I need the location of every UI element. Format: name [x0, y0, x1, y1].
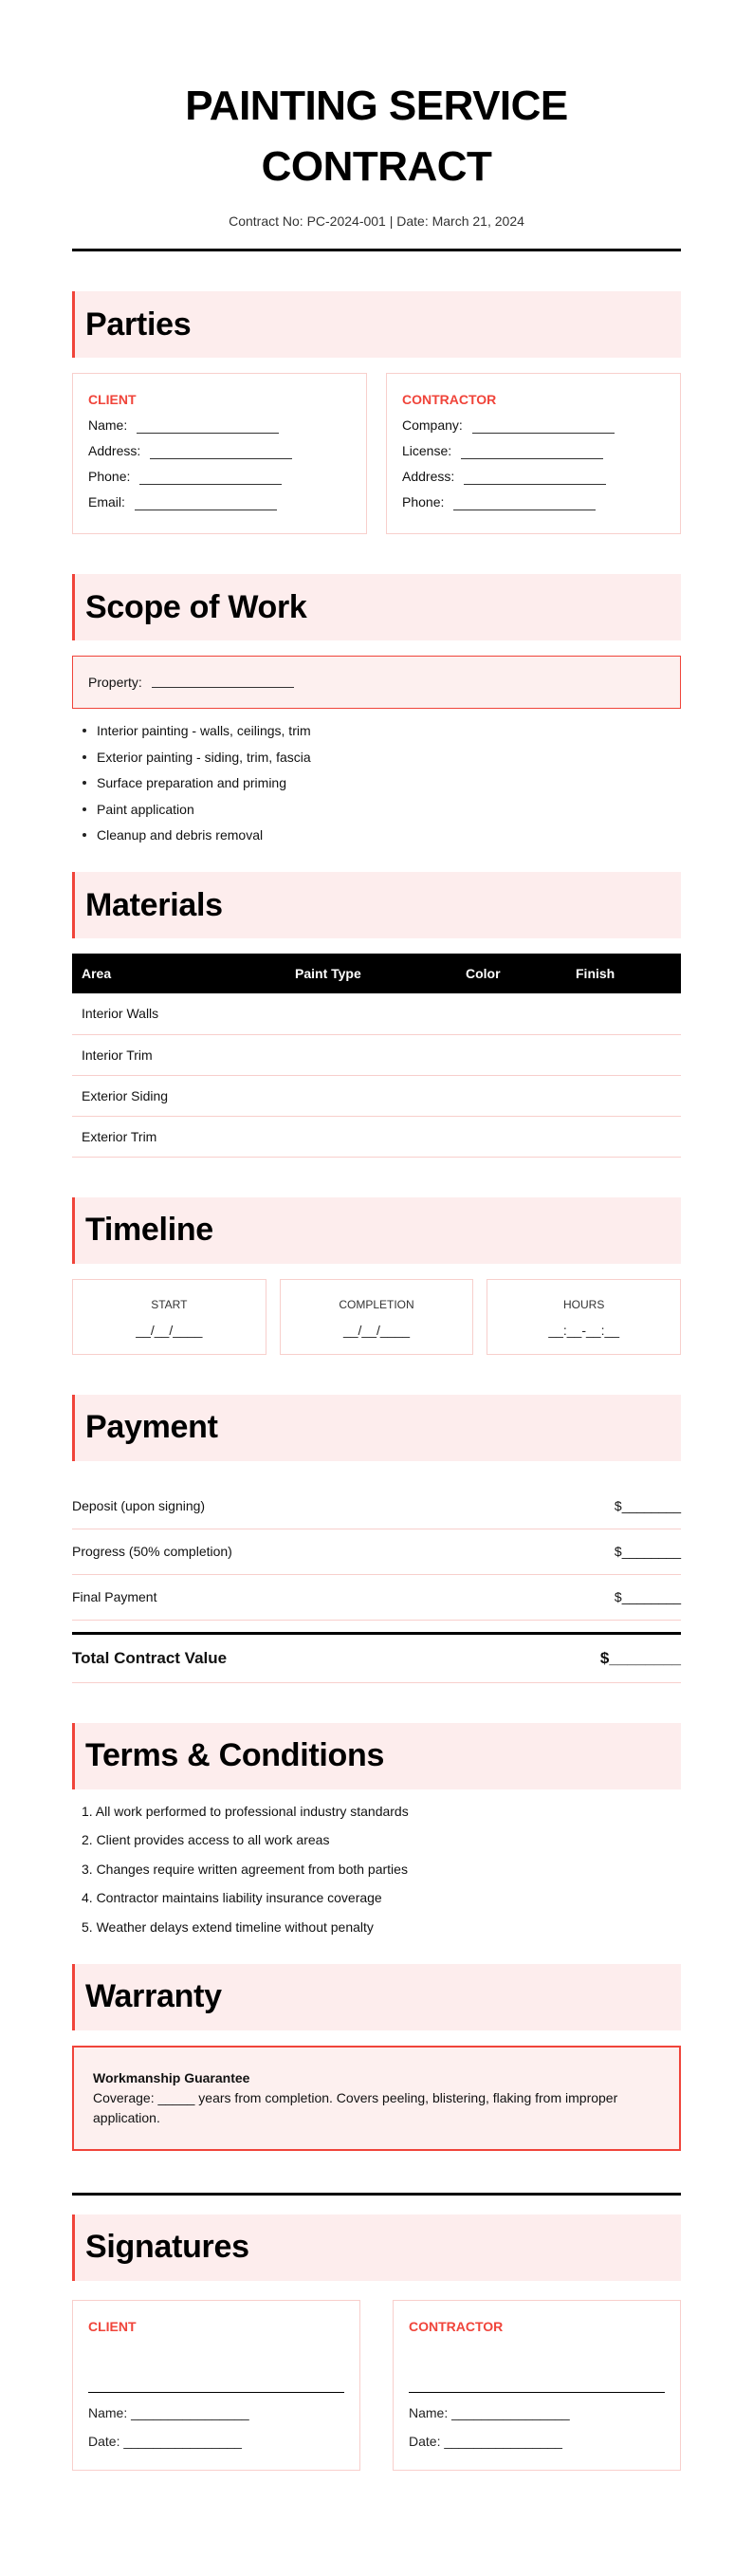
contract-meta: Contract No: PC-2024-001 | Date: March 21, 2024: [229, 213, 524, 229]
table-cell[interactable]: [456, 993, 566, 1034]
materials-table: [72, 954, 681, 1158]
section-title: Signatures: [85, 2229, 249, 2265]
signature-date-field[interactable]: Date: ________________: [409, 2433, 562, 2449]
contractor-label: CONTRACTOR: [402, 392, 497, 407]
table-row: [72, 1075, 681, 1116]
section-header: [72, 1723, 681, 1789]
table-row: [72, 1116, 681, 1157]
signature-name-field[interactable]: Name: ________________: [409, 2404, 570, 2420]
table-cell[interactable]: [456, 1034, 566, 1075]
signature-date-field[interactable]: Date: ________________: [88, 2433, 242, 2449]
contractor-license-field[interactable]: License:: [402, 443, 665, 459]
payment-row: [72, 1575, 681, 1621]
table-cell: Interior Walls: [72, 993, 285, 1034]
table-cell[interactable]: [566, 993, 681, 1034]
contractor-phone-field[interactable]: Phone:: [402, 494, 665, 510]
payment-label: Final Payment: [72, 1589, 157, 1604]
client-label: CLIENT: [88, 392, 137, 407]
table-cell[interactable]: [285, 1075, 456, 1116]
client-label: CLIENT: [88, 2318, 137, 2334]
section-header: [72, 2215, 681, 2281]
materials-section: [72, 872, 681, 1158]
signatures-section: [72, 2215, 681, 2471]
payment-label: Deposit (upon signing): [72, 1498, 206, 1513]
column-header: Area: [72, 954, 285, 993]
contractor-party-box: [386, 373, 681, 534]
client-email-field[interactable]: Email:: [88, 494, 351, 510]
property-field[interactable]: [72, 656, 681, 709]
title-line-2: CONTRACT: [261, 143, 492, 190]
start-date-box[interactable]: [72, 1279, 266, 1355]
payment-amount[interactable]: $________: [614, 1544, 681, 1559]
section-title: Payment: [85, 1409, 218, 1445]
table-cell[interactable]: [285, 993, 456, 1034]
timeline-value[interactable]: __:__-__:__: [548, 1322, 620, 1338]
timeline-label: COMPLETION: [339, 1297, 414, 1311]
payment-section: [72, 1395, 681, 1683]
table-cell[interactable]: [456, 1116, 566, 1157]
signature-name-field[interactable]: Name: ________________: [88, 2404, 249, 2420]
payment-schedule: [72, 1476, 681, 1683]
blank-line[interactable]: [150, 448, 292, 459]
table-header-row: [72, 954, 681, 993]
list-item: 2. Client provides access to all work areas: [82, 1832, 330, 1847]
section-header: [72, 1395, 681, 1461]
warranty-title: Workmanship Guarantee: [93, 2069, 250, 2085]
client-address-field[interactable]: Address:: [88, 443, 351, 459]
timeline-value[interactable]: __/__/____: [342, 1322, 411, 1338]
table-row: [72, 993, 681, 1034]
table-cell: Exterior Trim: [72, 1116, 285, 1157]
blank-line[interactable]: [453, 499, 596, 510]
timeline-value[interactable]: __/__/____: [136, 1322, 203, 1338]
terms-list: [72, 1803, 681, 1936]
list-item: Surface preparation and priming: [97, 774, 681, 791]
contractor-address-field[interactable]: Address:: [402, 469, 665, 485]
client-signature-box: [72, 2300, 360, 2471]
contractor-signature-box: [393, 2300, 681, 2471]
warranty-section: [72, 1964, 681, 2151]
client-party-box: [72, 373, 367, 534]
document-header: [72, 72, 681, 230]
payment-amount[interactable]: $________: [614, 1498, 681, 1513]
table-cell[interactable]: [566, 1116, 681, 1157]
payment-row: [72, 1476, 681, 1529]
contractor-company-field[interactable]: Company:: [402, 417, 665, 434]
timeline-label: START: [151, 1297, 188, 1311]
signature-line[interactable]: [409, 2392, 665, 2393]
property-label: Property:: [88, 675, 142, 690]
section-title: Warranty: [85, 1978, 222, 2014]
timeline-section: [72, 1197, 681, 1355]
payment-amount[interactable]: $________: [614, 1589, 681, 1604]
list-item: 5. Weather delays extend timeline without penalty: [82, 1918, 374, 1935]
section-title: Parties: [85, 306, 192, 343]
payment-label: Progress (50% completion): [72, 1544, 232, 1559]
completion-date-box[interactable]: [280, 1279, 474, 1355]
scope-section: [72, 574, 681, 843]
section-title: Scope of Work: [85, 588, 307, 625]
blank-line[interactable]: [461, 448, 603, 459]
column-header: Finish: [566, 954, 681, 993]
hours-box[interactable]: [487, 1279, 681, 1355]
table-cell[interactable]: [285, 1116, 456, 1157]
section-header: [72, 1197, 681, 1264]
terms-section: [72, 1723, 681, 1936]
contractor-label: CONTRACTOR: [409, 2318, 504, 2334]
table-cell: Exterior Siding: [72, 1075, 285, 1116]
document-title: [72, 72, 681, 197]
warranty-box: [72, 2046, 681, 2151]
section-title: Timeline: [85, 1212, 213, 1248]
list-item: Interior painting - walls, ceilings, trim: [97, 722, 681, 739]
timeline-label: HOURS: [563, 1297, 605, 1311]
table-cell: Interior Trim: [72, 1034, 285, 1075]
warranty-text: Coverage: _____ years from completion. Covers peeling, blistering, flaking from improper application.: [93, 2089, 618, 2125]
table-row: [72, 1034, 681, 1075]
payment-row: [72, 1529, 681, 1575]
list-item: Exterior painting - siding, trim, fascia: [97, 749, 681, 766]
section-title: Materials: [85, 886, 223, 923]
client-phone-field[interactable]: Phone:: [88, 469, 351, 485]
column-header: Color: [456, 954, 566, 993]
section-header: [72, 1964, 681, 2030]
table-cell[interactable]: [285, 1034, 456, 1075]
signature-divider: [72, 2193, 681, 2196]
list-item: 1. All work performed to professional industry standards: [82, 1803, 409, 1819]
total-amount[interactable]: $________: [599, 1648, 681, 1667]
blank-line[interactable]: [137, 422, 279, 434]
blank-line[interactable]: [472, 422, 615, 434]
blank-line[interactable]: [152, 676, 294, 688]
table-cell[interactable]: [456, 1075, 566, 1116]
table-cell[interactable]: [566, 1075, 681, 1116]
parties-section: [72, 291, 681, 534]
client-name-field[interactable]: Name:: [88, 417, 351, 434]
title-line-1: PAINTING SERVICE: [185, 83, 568, 129]
list-item: 4. Contractor maintains liability insurance coverage: [82, 1890, 382, 1905]
blank-line[interactable]: [135, 499, 277, 510]
section-title: Terms & Conditions: [85, 1737, 385, 1773]
section-header: [72, 574, 681, 640]
section-header: [72, 291, 681, 358]
scope-list: [72, 722, 681, 843]
header-divider: [72, 249, 681, 251]
list-item: Paint application: [97, 801, 681, 818]
payment-total-row: [72, 1632, 681, 1683]
list-item: 3. Changes require written agreement from both parties: [82, 1861, 408, 1877]
table-cell[interactable]: [566, 1034, 681, 1075]
section-header: [72, 872, 681, 938]
column-header: Paint Type: [285, 954, 456, 993]
signature-line[interactable]: [88, 2392, 344, 2393]
list-item: Cleanup and debris removal: [97, 826, 681, 843]
total-label: Total Contract Value: [72, 1648, 228, 1667]
blank-line[interactable]: [464, 473, 606, 485]
blank-line[interactable]: [139, 473, 282, 485]
